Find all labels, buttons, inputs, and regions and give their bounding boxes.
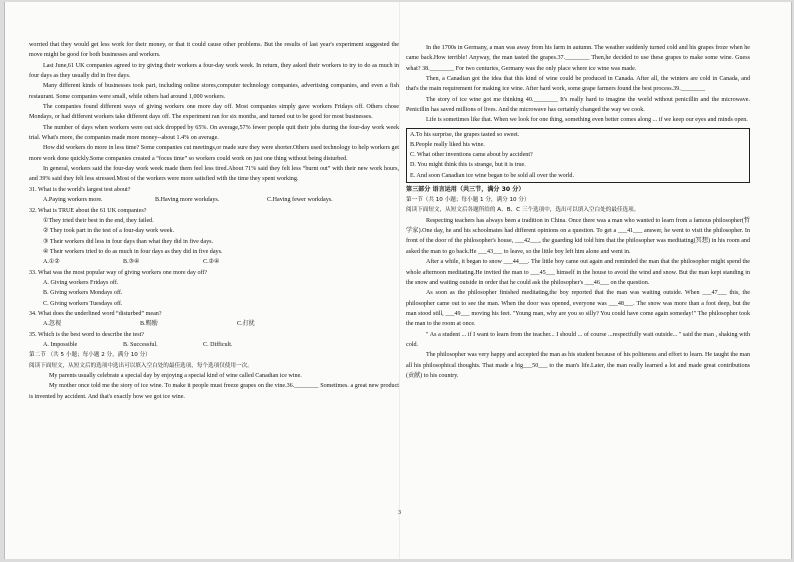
passage-paragraph: In the 1700s in Germany, a man was away from his farm in autumn. The weather suddenly turned cold and his grapes froze when he came back.How terrible! Anyway, the man tasted the grapes.37.________ Then,he decided to use these grapes to make some wine. Guess what? 38.________ For two centuries, Germany was the only place where ice wine was made. [406,45,750,72]
left-column [29,40,399,402]
option: A.①② [43,259,60,266]
statement-item: ①They tried their best in the end, they failed. [43,217,154,224]
option: B.Having more workdays. [155,197,220,204]
passage-paragraph: Last June,61 UK companies agreed to try giving their workers a four-day work week. In return, they asked their workers to try to do as much in four days as they usually did in five days. [29,62,399,80]
passage-paragraph: The philosopher was very happy and accepted the man as his student because of his politeness and effort to learn. He taught the man all his philosophical thoughts. That made a big___50___ to the man's life.Later, the man really learned a lot and made great contributions (贡献) to his country. [406,352,750,379]
question-31: 31. What is the world's largest test about? [29,186,131,193]
passage-paragraph: The story of ice wine got me thinking 40.________ It's really hard to imagine the world without penicillin and the microwave. Penicillin has saved millions of lives. And the microwave has certainly changed the way we cook. [406,96,750,114]
passage-paragraph: Many different kinds of businesses took part, including online stores,computer technology companies, advertising companies, and even a fish restaurant. Some companies were small, while others had around 1,000 workers. [29,83,399,100]
option: A.To his surprise, the grapes tasted so sweet. [410,131,520,138]
option: C. What other inventions came about by accident? [410,152,533,159]
passage-paragraph: Then, a Canadian got the idea that this kind of wine could be produced in Canada. After all, the winters are cold in Canada, and that's the main requirement for making ice wine. After hard work, some grape farmers found the best process.39.________ [406,76,750,93]
question-31-options [29,195,399,205]
section-heading: 第一节（共 10 小题；每小题 1 分，满分 10 分） [406,197,530,204]
section-instructions: 阅读下面短文，从短文后各题所给的 A、B、C 三个选项中，选出可以填入空白处的最佳选项。 [406,207,640,214]
option: B. Successful. [123,341,158,348]
passage-paragraph: The number of days when workers were out sick dropped by 65%. On average,57% fewer people quit their jobs during the four-day work week trial. What's more, the companies made more money--about 1.4% on average. [29,124,399,142]
passage-paragraph: Life is sometimes like that. When we look for one thing, something even better comes along ... if we keep our eyes and minds open. [426,117,748,124]
passage-paragraph: After a while, it began to snow ___44___. The little boy came out again and reminded the man that the philosopher might spend the whole afternoon meditating.He invited the man to ___45___ himself in the house to avoid the wind and snow. But the man kept standing in the snow and waiting outside in order that he could ask the philosopher's ___46___ on the question. [406,259,750,286]
option: B.People really liked his wine. [410,141,485,148]
option: E. And soon Canadian ice wine began to be sold all over the world. [410,172,574,179]
section-heading: 第二节 （共 5 小题；每小题 2 分，满分 10 分） [29,352,151,359]
passage-paragraph: As soon as the philosopher finished meditating,the boy reported that the man was waiting outside. When ___47___ this, the philosopher came out to see the man. When the door was opened, everyone was ___48___. The snow was more than a foot deep, but the man stood still, ___49___ moving his feet. "Young man, why are you so silly? You could have come again someday!" The philosopher took the man to the room at once. [406,290,750,328]
passage-paragraph: My parents usually celebrate a special day by enjoying a special kind of wine called Canadian ice wine. [49,373,302,379]
section-instructions: 阅读下面短文，从短文后的选项中选出可以填入空白处的最佳选项，每个选项仅使用一次。 [29,362,253,369]
option: C. Difficult. [203,341,233,348]
right-column [406,43,750,381]
exam-page [4,2,792,559]
part-heading: 第三部分 语言运用（共三节，满分 30 分） [406,185,525,193]
passage-paragraph: The companies found different ways of giving workers one more day off. Most companies simply gave workers Fridays off. Others chose Mondays, or had different workers take different days off. The experiment ran for six months, and turned out to be good for most businesses. [29,104,399,121]
question-34: 34. What does the underlined word “disturbed” mean? [29,310,162,317]
question-32: 32. What is TRUE about the 61 UK companies? [29,207,147,214]
question-32-options [29,257,399,267]
statement-item: ② They took part in the test of a four-day work week. [43,228,175,235]
options-box [406,128,750,183]
option: B.③④ [123,259,140,266]
passage-paragraph: In general, workers said the four-day work week made them feel less tired.About 71% said they felt less “burnt out” with their new work hours, and 39% said they felt less stressed.Most of the workers were more satisfied with the time they spent working. [29,166,399,183]
question-33: 33. What was the most popular way of giving workers one more day off? [29,269,208,276]
option: D. You might think this is strange, but it is true. [410,162,526,169]
option: C.Having fewer workdays. [267,197,333,204]
option: C.打扰 [237,321,255,328]
option: C.②④ [203,259,220,266]
question-35: 35. Which is the best word to describe the test? [29,331,144,338]
passage-paragraph: worried that they would get less work for their money, or that it could cause other problems. But the results of last year's experiment suggested the move might be good for both businesses and workers. [29,42,399,59]
question-34-options [29,319,399,329]
question-35-options [29,340,399,350]
page-number: 3 [398,510,401,516]
statement-item: ④ Their workers tried to do as much in four days as they did in five days. [43,248,223,255]
option: B.赐励 [140,321,158,328]
option: C. Giving workers Tuesdays off. [43,300,123,307]
page-fold [399,2,400,559]
passage-paragraph: How did workers do more in less time? Some companies cut meetings,or made sure they were shorter.Others used technology to help workers get more work done quickly.Some companies created a “focus time” so workers could work on just one thing without being disturbed. [29,145,399,162]
option: A.Paying workers more. [43,197,103,204]
option: A. Giving workers Fridays off. [43,279,119,286]
option: A. Impossible [43,341,78,348]
statement-item: ③ Their workers did less in four days than what they did in five days. [43,238,214,245]
passage-paragraph: " As a student ... if I want to learn from the teacher... I should ... of course ...respectfully wait outside... " said the man , shaking with cold. [406,331,750,348]
option: B. Giving workers Mondays off. [43,290,123,297]
option: A.忽视 [43,321,62,328]
passage-paragraph: My mother once told me the story of ice wine. To make it people must freeze grapes on the vine.36.________ Sometimes. a great new product is invented by accident. And that's exactly how we got ice wine. [29,383,399,400]
passage-paragraph: Respecting teachers has always been a tradition in China. Once there was a man who wanted to learn from a famous philosopher(哲学家).One day, he and his schoolmates had different opinions on a question. To get a ___41___ answer, he went to visit the philosopher. In front of the door of the philosopher's house, ___42___, the guarding kid told him that the philosopher was meditating(冥想) in his room and asked the man to go back.He ___43___ to leave, so the little boy left him alone and went in. [406,217,750,255]
